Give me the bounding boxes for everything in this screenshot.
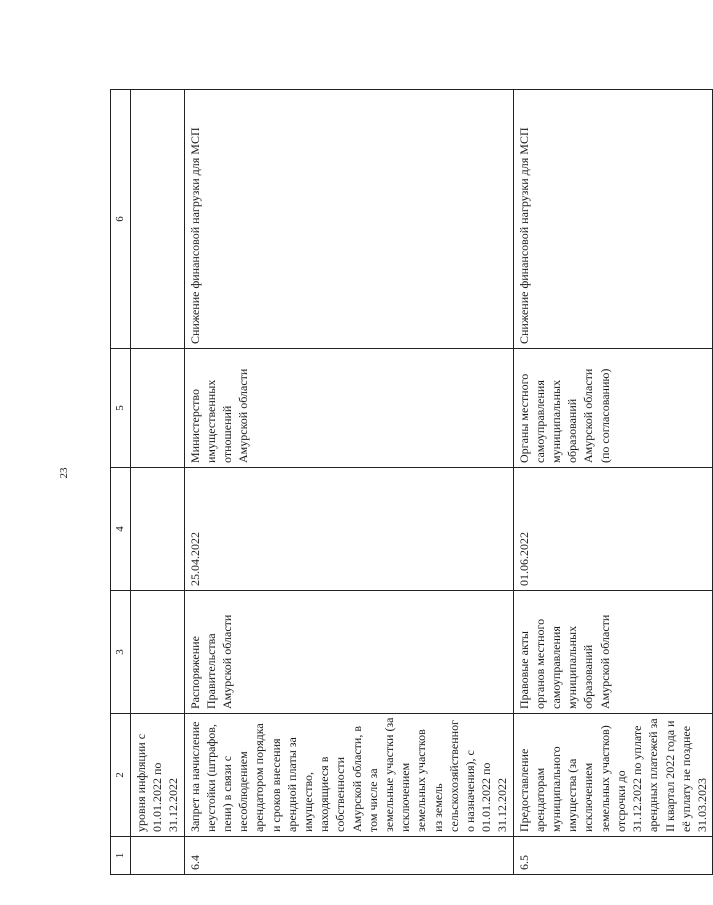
cell-result — [131, 90, 185, 349]
cell-document: Распоряжение Правительства Амурской области — [184, 591, 513, 714]
cell-executor — [131, 349, 185, 468]
cell-document: Правовые акты органов местного самоуправления муниципальных образований Амурской области — [513, 591, 712, 714]
cell-date: 01.06.2022 — [513, 468, 712, 591]
column-number: 4 — [111, 468, 131, 591]
cell-num: 6.5 — [513, 837, 712, 875]
column-number: 2 — [111, 714, 131, 837]
column-number: 1 — [111, 837, 131, 875]
cell-measure: уровня инфляции с 01.01.2022 по 31.12.2022 — [131, 714, 185, 837]
page-number: 23 — [58, 467, 70, 479]
cell-num — [131, 837, 185, 875]
cell-executor: Министерство имущественных отношений Амурской области — [184, 349, 513, 468]
cell-measure: Запрет на начисление неустойки (штрафов, пени) в связи с несоблюдением арендатором порядка и сроков внесения арендной платы за имущество, находящиеся в собственности Амурской области, в том числе за земельные участки (за исключением земельных участков из земель сельскохозяйственного назначения), с 01.01.2022 по 31.12.2022 — [184, 714, 513, 837]
measures-table — [110, 89, 713, 875]
table-row — [184, 90, 513, 875]
rotated-table-container — [110, 90, 709, 875]
column-number: 6 — [111, 90, 131, 349]
column-number-row — [111, 90, 131, 875]
cell-measure: Предоставление арендаторам муниципального имущества (за исключением земельных участков) отсрочки до 31.12.2022 по уплате арендных платежей за II квартал 2022 года и её уплату не позднее 31.03.2023 — [513, 714, 712, 837]
table-row — [513, 90, 712, 875]
column-number: 3 — [111, 591, 131, 714]
column-number: 5 — [111, 349, 131, 468]
cell-result: Снижение финансовой нагрузки для МСП — [513, 90, 712, 349]
cell-document — [131, 591, 185, 714]
cell-num: 6.4 — [184, 837, 513, 875]
cell-date — [131, 468, 185, 591]
cell-date: 25.04.2022 — [184, 468, 513, 591]
continuation-row — [131, 90, 185, 875]
cell-executor: Органы местного самоуправления муниципальных образований Амурской области (по согласованию) — [513, 349, 712, 468]
cell-result: Снижение финансовой нагрузки для МСП — [184, 90, 513, 349]
